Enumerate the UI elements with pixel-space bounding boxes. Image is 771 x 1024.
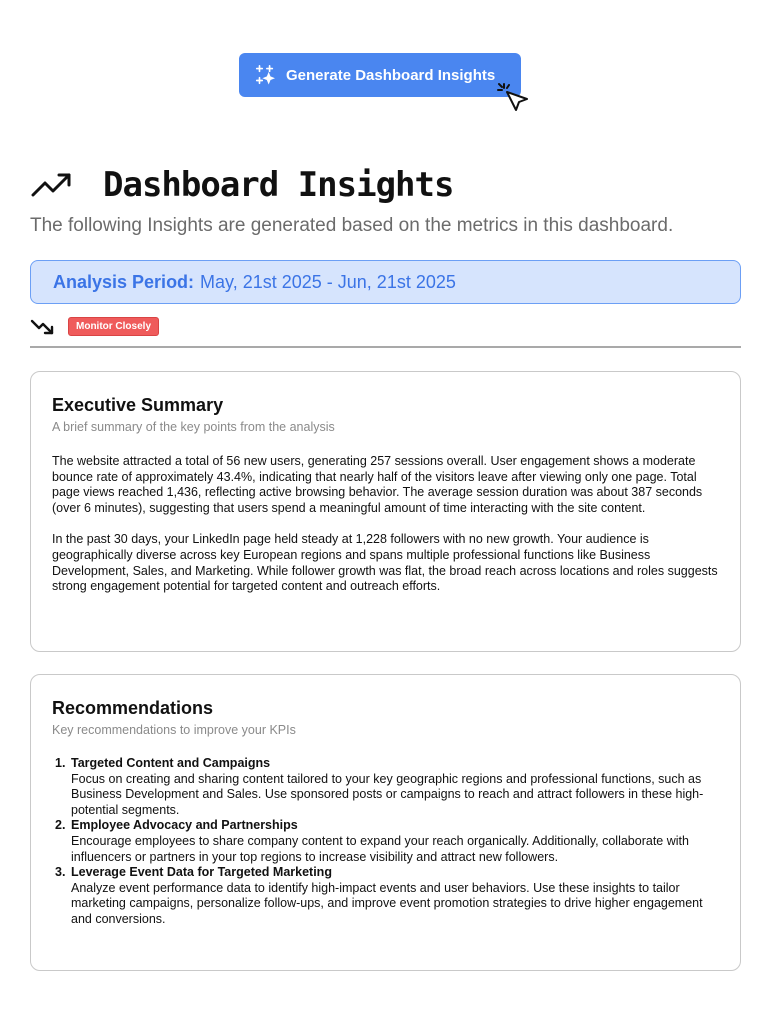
analysis-period-label: Analysis Period: <box>53 271 195 292</box>
recommendation-item <box>52 818 719 865</box>
trending-up-icon <box>31 170 73 200</box>
generate-insights-button[interactable] <box>239 53 521 97</box>
recommendation-description: Analyze event performance data to identify high-impact events and user behaviors. Use these insights to tailor marketing campaigns, personalize follow-ups, and improve event promotion strategies to drive higher engagement and conversions. <box>71 880 703 926</box>
page-header <box>31 165 453 205</box>
recommendation-number: 1. <box>55 756 66 770</box>
click-cursor-icon <box>495 80 531 116</box>
executive-summary-hint: A brief summary of the key points from the analysis <box>52 420 335 434</box>
analysis-period-value: May, 21st 2025 - Jun, 21st 2025 <box>200 271 456 292</box>
generate-button-label: Generate Dashboard Insights <box>286 66 496 84</box>
recommendation-item <box>52 865 719 927</box>
page-subtitle: The following Insights are generated based on the metrics in this dashboard. <box>30 215 674 236</box>
status-badge: Monitor Closely <box>68 317 159 336</box>
recommendation-title: Targeted Content and Campaigns <box>71 756 271 770</box>
sparkles-icon <box>254 64 276 86</box>
executive-summary-title: Executive Summary <box>52 395 224 415</box>
divider <box>30 346 741 348</box>
recommendation-number: 2. <box>55 818 66 833</box>
recommendation-number: 3. <box>55 865 66 880</box>
recommendations-card <box>30 674 741 971</box>
recommendations-title: Recommendations <box>52 698 214 718</box>
recommendation-title: Employee Advocacy and Partnerships <box>71 818 298 833</box>
recommendation-item <box>52 756 719 818</box>
recommendations-hint: Key recommendations to improve your KPIs <box>52 723 296 737</box>
recommendations-list <box>52 756 719 928</box>
status-row <box>30 316 159 336</box>
recommendation-description: Focus on creating and sharing content tailored to your key geographic regions and professional functions, such as Business Development and Sales. Use sponsored posts or campaigns to reach and attract followers in these high-potential segments. <box>71 771 704 817</box>
recommendation-description: Encourage employees to share company content to expand your reach organically. Additionally, collaborate with influencers or partners in your top regions to increase visibility and attract new followers. <box>71 833 689 864</box>
page-title: Dashboard Insights <box>103 165 454 205</box>
trend-down-icon <box>30 316 54 336</box>
summary-paragraph: The website attracted a total of 56 new users, generating 257 sessions overall. User engagement shows a moderate bounce rate of approximately 43.4%, indicating that nearly half of the visitors leave after viewing only one page. Total page views reached 1,436, reflecting active browsing behavior. The average session duration was about 387 seconds (over 6 minutes), suggesting that users spend a meaningful amount of time interacting with the site content. <box>52 454 703 515</box>
analysis-period-banner <box>30 260 741 304</box>
recommendation-title: Leverage Event Data for Targeted Marketing <box>71 865 332 880</box>
executive-summary-card <box>30 371 741 652</box>
summary-paragraph: In the past 30 days, your LinkedIn page held steady at 1,228 followers with no new growth. Your audience is geographically diverse across key European regions and spans multiple professional functions like Business Development, Sales, and Marketing. While follower growth was flat, the broad reach across locations and roles suggests strong engagement potential for targeted content and outreach efforts. <box>52 532 718 594</box>
